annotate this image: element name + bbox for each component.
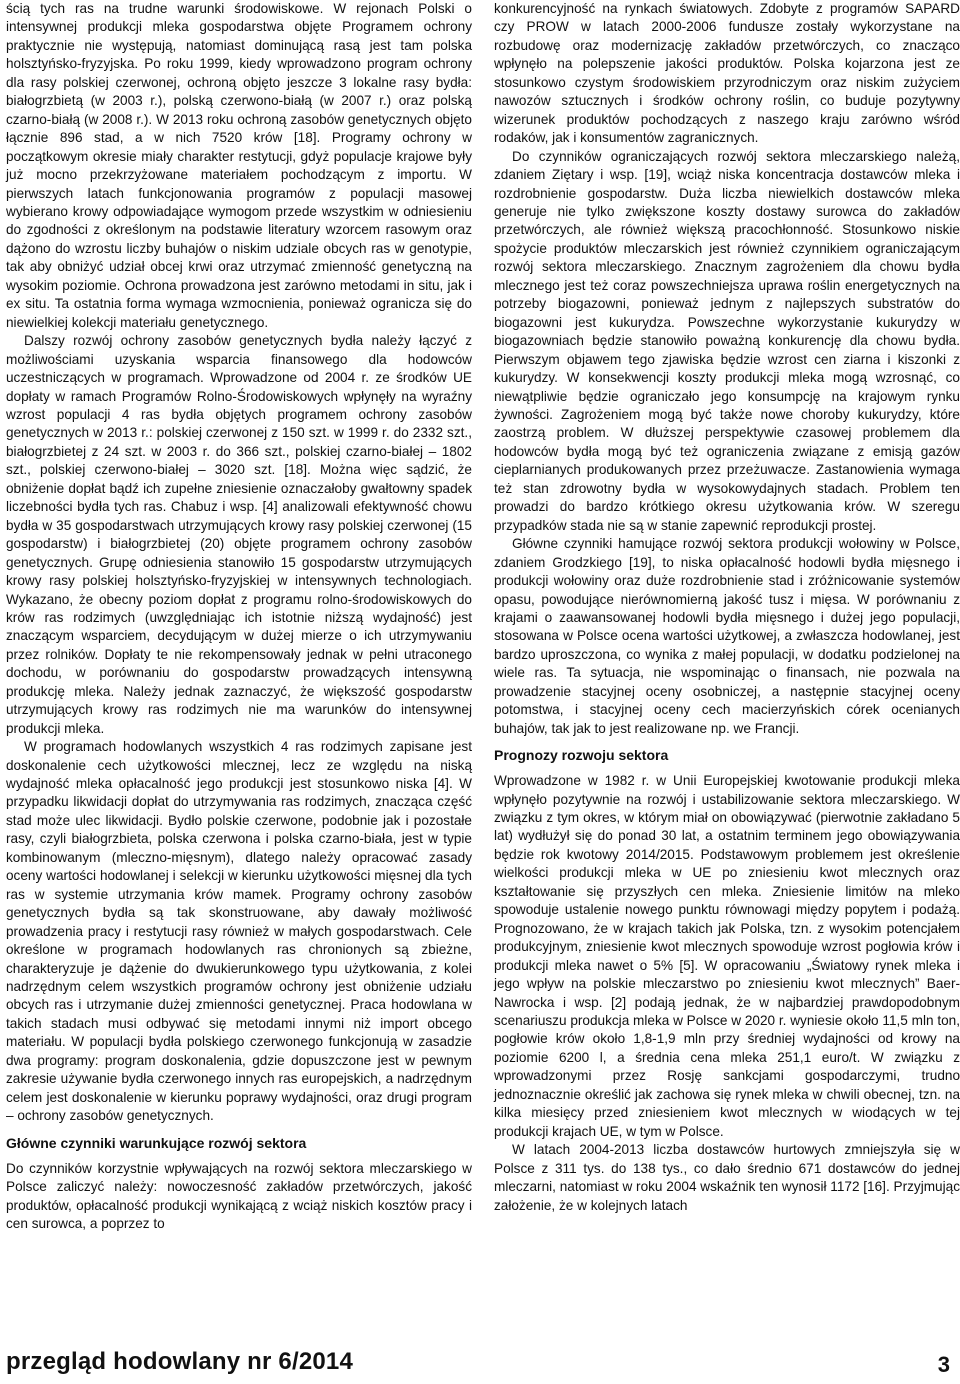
left-paragraph-3: W programach hodowlanych wszystkich 4 ras rodzimych zapisane jest doskonalenie cech użytkowości mlecznej, lecz ze względu na niską wydajność mleka opłacalność jego produkcji jest stosunkowo niska [4]. W przypadku likwidacji dopłat do utrzymywania ras rodzimych, znacząca część stad może ulec likwidacji. Bydło polskie czerwone, podobnie jak i pozostałe rasy, czyli białogrzbieta, polska czerwona i polska czarno-biała, jest w typie kombinowanym (mleczno-mięsnym), dlatego należy opracować zasady oceny wartości hodowlanej i selekcji w kierunku użytkowości mięsnej dla tych ras w systemie utrzymania krów mamek. Programy ochrony zasobów genetycznych bydła są tak skonstruowane, aby dawały możliwość prowadzenia pracy i restytucji rasy również w małych gospodarstwach. Cele określone w programach hodowlanych ras chronionych są zbieżne, charakteryzuje je dążenie do dwukierunkowego typu użytkowania, z kolei nadrzędnym celem wszystkich programów ochrony jest obniżenie udziału obcych ras i utrzymanie dużej zmienności genetycznej. Praca hodowlana w takich stadach musi odbywać się metodami innymi niż import obcego materiału. W populacji bydła polskiego czerwonego funkcjonują w zasadzie dwa programy: program doskonalenia, gdzie dopuszczone jest w pewnym zakresie używanie bydła czerwonego innych ras europejskich, a nadrzędnym celem jest doskonalenie w kierunku poprawy wydajności, oraz drugi program – ochrony zasobów genetycznych. bbox=[6, 739, 472, 1124]
left-column bbox=[6, 0, 472, 1233]
left-paragraph-4: Do czynników korzystnie wpływających na rozwój sektora mleczarskiego w Polsce zaliczyć należy: nowoczesność zakładów przetwórczych, jakość produktów, opłacalność produkcji wynikającą z wciąż niskich kosztów pracy i cen surowca, a poprzez to bbox=[6, 1160, 472, 1231]
section-heading-factors: Główne czynniki warunkujące rozwój sektora bbox=[6, 1134, 307, 1151]
right-paragraph-1: konkurencyjność na rynkach światowych. Zdobyte z programów SAPARD czy PROW w latach 2000-2006 fundusze zostały wykorzystane na rozbudowę oraz modernizację zakładów przetwórczych, co znacząco wpłynęło na polepszenie jakości produktów. Polska kojarzona jest ze stosunkowo czystym środowiskiem przyrodniczym oraz niskim zużyciem nawozów sztucznych i środków ochrony roślin, co buduje pozytywny wizerunek produktów pochodzących z naszego kraju zarówno wśród rodaków, jak i konsumentów zagranicznych. bbox=[494, 1, 960, 146]
left-paragraph-2: Dalszy rozwój ochrony zasobów genetycznych bydła należy łączyć z możliwościami uzyskania wsparcia finansowego dla hodowców uczestniczących w programach. Wprowadzone od 2004 r. ze środków UE dopłaty w ramach Programów Rolno-Środowiskowych wpłynęły na wyraźny wzrost populacji 4 ras bydła objętych programem ochrony zasobów genetycznych w 2013 r.: polskiej czerwonej z 150 szt. w 1999 r. do 2332 szt., białogrzbietej z 24 szt. w 2003 r. do 366 szt., polskiej czarno-białej – 1802 szt., polskiej czerwono-białej – 3020 szt. [18]. Można więc sądzić, że obniżenie dopłat bądź ich zupełne zniesienie oznaczałoby gwałtowny spadek liczebności bydła tych ras. Chabuz i wsp. [4] analizowali efektywność chowu bydła w 35 gospodarstwach utrzymujących krowy rasy polskiej czerwonej (15 gospodarstw) i białogrzbietej (20) objęte programem ochrony zasobów genetycznych. Grupę odniesienia stanowiło 15 gospodarstw utrzymujących krowy rasy polskiej holsztyńsko-fryzyjskiej w intensywnych technologiach. Wykazano, że obecny poziom dopłat z programu rolno-środowiskowych do krów ras rodzimych (uwzględniając ich istotnie niższą wydajność) jest znaczącym wsparciem, decydującym w dużej mierze o ich utrzymywaniu przez rolników. Dopłaty te nie rekompensowały jednak w pełni utraconego dochodu, w porównaniu do gospodarstw prowadzących intensywną produkcję mleka. Należy jednak zaznaczyć, że większość gospodarstw utrzymujących krowy ras rodzimych nie ma warunków do intensywnej produkcji mleka. bbox=[6, 333, 472, 736]
right-paragraph-4: Wprowadzone w 1982 r. w Unii Europejskiej kwotowanie produkcji mleka wpłynęło pozytywnie na rozwój i ustabilizowanie sektora mleczarskiego. W związku z tym okres, w którym miał on obowiązywać (pierwotnie zakładano 5 lat) wydłużył się do ponad 30 lat, a ostatnim terminem jego obowiązywania będzie rok kwotowy 2014/2015. Podstawowym problemem jest określenie wielkości produkcji mleka w UE po zniesieniu kwot mlecznych oraz kształtowanie się przyszłych cen mleka. Zniesienie limitów na mleko spowoduje ustalenie nowego punktu równowagi między popytem i podażą. Prognozowano, że w krajach takich jak Polska, tzn. z wysokim potencjałem produkcyjnym, zniesienie kwot mlecznych spowoduje wzrost pogłowia krów i produkcji mleka nawet o 5% [5]. W opracowaniu „Światowy rynek mleka i jego wpływ na polskie mleczarstwo po zniesieniu kwot mlecznych” Baer-Nawrocka i wsp. [2] podają jednak, że w najbardziej prawdopodobnym scenariuszu produkcja mleka w Polsce w 2020 r. wyniesie około 11,5 mln ton, pogłowie krów około 1,8-1,9 mln przy średniej wydajności od krowy na poziomie 6200 l, a średnia cena mleka 251,1 euro/t. W związku z wprowadzonymi przez Rosję sankcjami gospodarczymi, trudno jednoznacznie określić jak zachowa się rynek mleka w chwili obecnej, tzn. na kilka miesięcy przed zniesieniem kwot mlecznych w wiodących w tej produkcji krajach UE, w tym w Polsce. bbox=[494, 773, 960, 1139]
right-paragraph-2: Do czynników ograniczających rozwój sektora mleczarskiego należą, zdaniem Ziętary i wsp. [19], wciąż niska koncentracja dostawców mleka i rozdrobnienie gospodarstw. Duża liczba niewielkich dostawców mleka generuje nie tylko zwiększone koszty dostawy surowca do zakładów przetwórczych, ale również większą pracochłonność. Stosunkowo niskie spożycie produktów mleczarskich jest również czynnikiem ograniczającym rozwój sektora mleczarskiego. Znacznym zagrożeniem dla chowu bydła mlecznego jest też coraz powszechniejsza uprawa roślin energetycznych na potrzeby biogazowni, ponieważ jednym z najlepszych substratów do biogazowni jest kukurydza. Powszechne wykorzystanie kukurydzy w biogazowniach będzie stanowiło poważną konkurencję dla chowu bydła. Pierwszym objawem tego zjawiska będzie wzrost cen ziarna i kiszonki z kukurydzy. W konsekwencji koszty produkcji mleka mogą wzrosnąć, co niewątpliwie będzie ograniczało jego konsumpcję na krajowym rynku żywności. Zagrożeniem mogą być także nowe choroby kukurydzy, które zaostrzą problem. W dłuższej perspektywie czasowej problemem dla hodowców bydła mogą być też ograniczenia związane z emisją gazów cieplarnianych produkowanych przez przeżuwacze. Zastanowienia wymaga też stan zdrowotny bydła w wysokowydajnych stadach. Problem ten prowadzi do bardzo krótkiego okresu użytkowania krów. W szeregu przypadków stada nie są w stanie zapewnić reprodukcji prostej. bbox=[494, 148, 960, 533]
journal-title: przegląd hodowlany nr 6/2014 bbox=[6, 1348, 354, 1375]
page-number: 3 bbox=[937, 1352, 950, 1377]
left-paragraph-1: ścią tych ras na trudne warunki środowiskowe. W rejonach Polski o intensywnej produkcji mleka gospodarstwa objęte Programem ochrony praktycznie nie występują, natomiast dominującą rasą jest tam polska holsztyńsko-fryzyjska. Po roku 1999, kiedy wprowadzono program ochrony dla rasy polskiej czerwonej, ochroną objęto jeszcze 3 lokalne rasy bydła: białogrzbietą (w 2003 r.), polską czerwono-białą (w 2007 r.) oraz polską czarno-białą (w 2008 r.). W 2013 roku ochroną zasobów genetycznych objęto łącznie 896 stad, a w nich 7520 krów [18]. Programy ochrony w początkowym okresie miały charakter restytucji, gdyż populacje krajowe były już mocno przekrzyżowane materiałem pochodzącym z importu. W pierwszych latach funkcjonowania programów z populacji masowej wybierano krowy odpowiadające wymogom przede wszystkim w odniesieniu do zgodności z określonym na podstawie literatury wzorcem rasowym oraz dążono do wzrostu liczby buhajów o niskim udziale obcych ras w genotypie, tak aby obniżyć udział obcej krwi oraz utrzymać zmienność genetyczną na wysokim poziomie. Ochrona prowadzona jest zarówno metodami in situ, jak i ex situ. Ta ostatnia forma wymaga wzmocnienia, ponieważ ogranicza się do niewielkiej kolekcji materiału genetycznego. bbox=[6, 1, 472, 330]
right-column bbox=[494, 0, 960, 1215]
right-paragraph-3: Główne czynniki hamujące rozwój sektora produkcji wołowiny w Polsce, zdaniem Grodzkiego [19], to niska opłacalność hodowli bydła mięsnego i produkcji wołowiny oraz duże rozdrobnienie stad i zróżnicowanie systemów opasu, powodujące nierównomierną jakość tusz i mięsa. W porównaniu z krajami o zaawansowanej hodowli bydła mięsnego i dużej jego populacji, stosowana w Polsce ocena wartości użytkowej, a zwłaszcza hodowlanej, jest bardzo uproszczona, co wynika z małej populacji, w dodatku podzielonej na wiele ras. Ta sytuacja, nie wspominając o finansach, nie pozwala na prowadzenie stacyjnej oceny osobniczej, a następnie stacyjnej oceny potomstwa, i stacyjnej oceny cech macierzyńskich córek ocenianych buhajów, tak jak to jest realizowane np. we Francji. bbox=[494, 536, 960, 736]
section-heading-forecasts: Prognozy rozwoju sektora bbox=[494, 747, 669, 764]
right-paragraph-5: W latach 2004-2013 liczba dostawców hurtowych zmniejszyła się w Polsce z 311 tys. do 138 tys., co dało średnio 671 dostawców do jednej mleczarni, natomiast w roku 2004 wskaźnik ten wynosił 1172 [16]. Przyjmując założenie, że w kolejnych latach bbox=[494, 1142, 960, 1213]
